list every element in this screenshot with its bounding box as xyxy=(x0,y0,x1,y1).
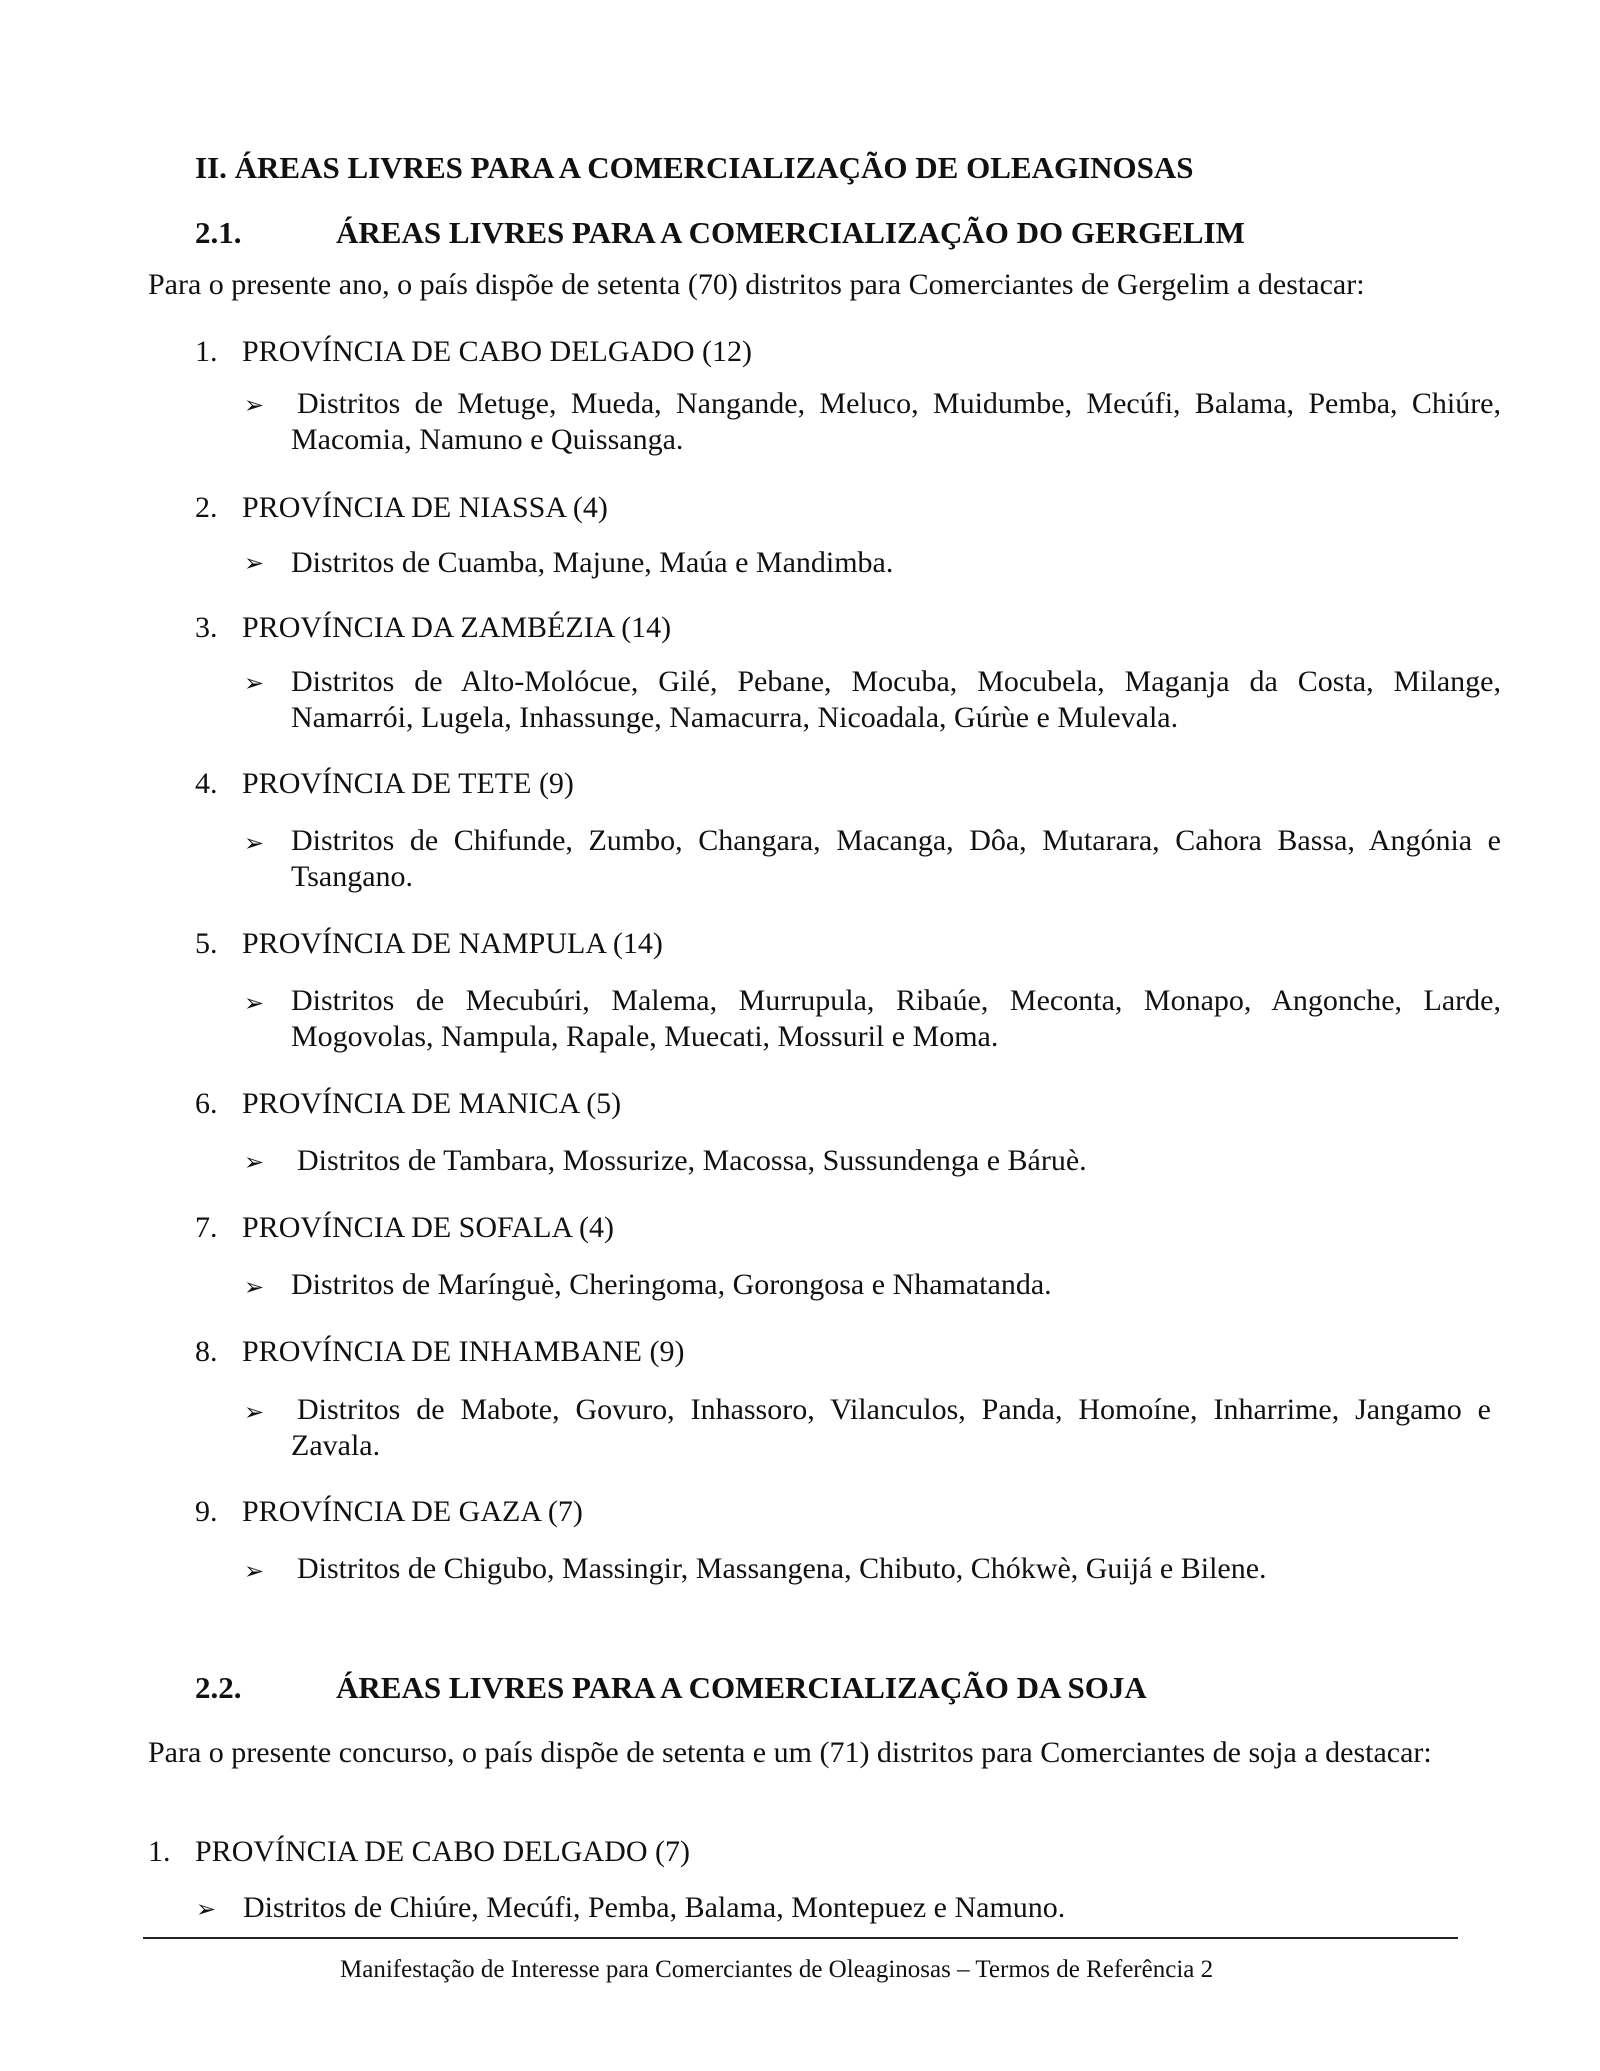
district-list: Distritos de Mecubúri, Malema, Murrupula, Ribaúe, Meconta, Monapo, Angonche, Larde, Mogovolas, Nampula, Rapale, Muecati, Mossuril e Moma. xyxy=(291,984,1501,1053)
arrow-bullet-icon: ➢ xyxy=(244,1275,265,1301)
section-number: 2.2. xyxy=(195,1670,242,1705)
district-list: Distritos de Metuge, Mueda, Nangande, Meluco, Muidumbe, Mecúfi, Balama, Pemba, Chiúre, Macomia, Namuno e Quissanga. xyxy=(291,387,1501,456)
page-footer: Manifestação de Interesse para Comerciantes de Oleaginosas – Termos de Referência 2 xyxy=(340,1956,1214,1983)
province-name: PROVÍNCIA DE MANICA (5) xyxy=(242,1087,622,1120)
arrow-bullet-icon: ➢ xyxy=(244,831,265,857)
province-name: PROVÍNCIA DE CABO DELGADO (7) xyxy=(195,1835,690,1868)
province-number: 5. xyxy=(195,927,218,960)
district-list: Distritos de Tambara, Mossurize, Macossa, Sussundenga e Báruè. xyxy=(297,1144,1087,1177)
province-item xyxy=(195,927,1095,967)
province-name: PROVÍNCIA DE NIASSA (4) xyxy=(242,491,608,524)
province-name: PROVÍNCIA DE CABO DELGADO (12) xyxy=(242,335,752,368)
arrow-bullet-icon: ➢ xyxy=(244,671,265,697)
section-intro: Para o presente ano, o país dispõe de setenta (70) distritos para Comerciantes de Gergelim a destacar: xyxy=(148,268,1365,301)
arrow-bullet-icon: ➢ xyxy=(244,551,265,577)
district-list: Distritos de Mabote, Govuro, Inhassoro, Vilanculos, Panda, Homoíne, Inharrime, Jangamo e Zavala. xyxy=(291,1393,1491,1462)
province-number: 1. xyxy=(148,1835,171,1868)
main-heading: II. ÁREAS LIVRES PARA A COMERCIALIZAÇÃO DE OLEAGINOSAS xyxy=(195,150,1194,185)
district-list: Distritos de Alto-Molócue, Gilé, Pebane, Mocuba, Mocubela, Maganja da Costa, Milange, Namarrói, Lugela, Inhassunge, Namacurra, Nicoadala, Gúrùe e Mulevala. xyxy=(291,665,1501,734)
province-item xyxy=(195,1335,1095,1375)
province-item xyxy=(195,767,1095,807)
arrow-bullet-icon: ➢ xyxy=(244,393,265,419)
arrow-bullet-icon: ➢ xyxy=(244,1559,265,1585)
province-name: PROVÍNCIA DE GAZA (7) xyxy=(242,1495,583,1528)
province-name: PROVÍNCIA DE SOFALA (4) xyxy=(242,1211,614,1244)
district-list: Distritos de Marínguè, Cheringoma, Gorongosa e Nhamatanda. xyxy=(291,1268,1052,1301)
section-title: ÁREAS LIVRES PARA A COMERCIALIZAÇÃO DO GERGELIM xyxy=(336,215,1245,250)
arrow-bullet-icon: ➢ xyxy=(244,991,265,1017)
province-name: PROVÍNCIA DE INHAMBANE (9) xyxy=(242,1335,685,1368)
province-item xyxy=(195,611,1095,651)
section-heading-2-1 xyxy=(195,215,1395,255)
province-item xyxy=(148,1835,1048,1875)
arrow-bullet-icon: ➢ xyxy=(196,1897,217,1923)
province-name: PROVÍNCIA DE NAMPULA (14) xyxy=(242,927,663,960)
arrow-bullet-icon: ➢ xyxy=(244,1400,265,1426)
section-title: ÁREAS LIVRES PARA A COMERCIALIZAÇÃO DA SOJA xyxy=(336,1670,1147,1705)
section-heading-2-2 xyxy=(195,1670,1395,1710)
district-list: Distritos de Chifunde, Zumbo, Changara, Macanga, Dôa, Mutarara, Cahora Bassa, Angónia e Tsangano. xyxy=(291,824,1501,893)
district-list: Distritos de Cuamba, Majune, Maúa e Mandimba. xyxy=(291,546,894,579)
province-item xyxy=(195,1211,1095,1251)
province-number: 9. xyxy=(195,1495,218,1528)
province-name: PROVÍNCIA DE TETE (9) xyxy=(242,767,574,800)
province-item xyxy=(195,335,1095,375)
arrow-bullet-icon: ➢ xyxy=(244,1150,265,1176)
province-number: 2. xyxy=(195,491,218,524)
province-item xyxy=(195,1495,1095,1535)
province-number: 4. xyxy=(195,767,218,800)
section-number: 2.1. xyxy=(195,215,242,250)
district-list: Distritos de Chiúre, Mecúfi, Pemba, Balama, Montepuez e Namuno. xyxy=(243,1891,1066,1924)
province-number: 3. xyxy=(195,611,218,644)
district-list: Distritos de Chigubo, Massingir, Massangena, Chibuto, Chókwè, Guijá e Bilene. xyxy=(297,1552,1267,1585)
province-number: 6. xyxy=(195,1087,218,1120)
province-number: 7. xyxy=(195,1211,218,1244)
province-item xyxy=(195,491,1095,531)
province-name: PROVÍNCIA DA ZAMBÉZIA (14) xyxy=(242,611,672,644)
province-item xyxy=(195,1087,1095,1127)
province-number: 8. xyxy=(195,1335,218,1368)
province-number: 1. xyxy=(195,335,218,368)
section-intro: Para o presente concurso, o país dispõe de setenta e um (71) distritos para Comerciantes de soja a destacar: xyxy=(148,1736,1432,1769)
footer-rule xyxy=(143,1937,1458,1939)
